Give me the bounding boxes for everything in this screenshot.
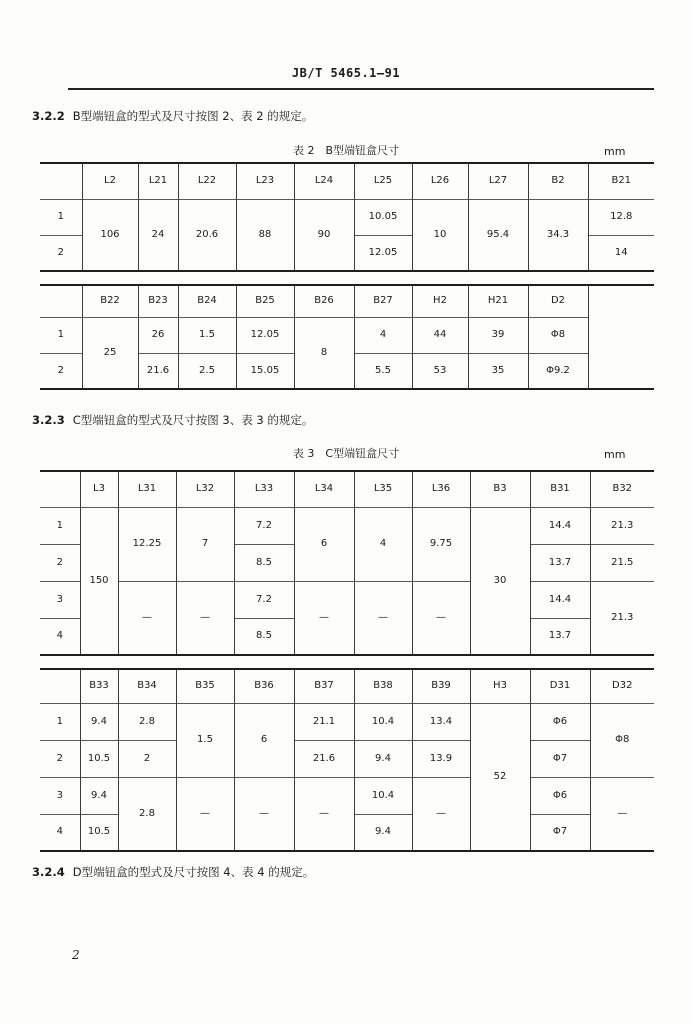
header-cell: B38 [354,669,412,703]
value-cell: — [294,777,354,851]
header-cell: B33 [80,669,118,703]
value-cell: 9.4 [354,814,412,851]
value-cell: 5.5 [354,353,412,389]
table-2-unit: mm [604,145,626,158]
value-cell: — [412,581,470,655]
header-cell: L23 [236,163,294,199]
empty-cell [588,285,654,389]
value-cell: — [176,581,234,655]
value-cell: 106 [82,199,138,271]
value-cell: 1.5 [176,703,234,777]
value-cell: 10.5 [80,814,118,851]
value-cell: 14 [588,235,654,271]
value-cell: Φ6 [530,777,590,814]
header-cell: B34 [118,669,176,703]
header-rule [68,88,654,90]
value-cell: 8.5 [234,618,294,655]
value-cell: Φ7 [530,740,590,777]
value-cell: 12.8 [588,199,654,235]
value-cell: Φ8 [528,317,588,353]
section-text: B型端钮盒的型式及尺寸按图 2、表 2 的规定。 [72,109,314,123]
value-cell: 95.4 [468,199,528,271]
header-cell: B27 [354,285,412,317]
value-cell: — [294,581,354,655]
header-cell: H2 [412,285,468,317]
value-cell: — [234,777,294,851]
section-text: D型端钮盒的型式及尺寸按图 4、表 4 的规定。 [72,865,315,879]
value-cell: 10.4 [354,703,412,740]
header-cell: L3 [80,471,118,507]
value-cell: 1.5 [178,317,236,353]
value-cell: 4 [354,507,412,581]
header-cell: L25 [354,163,412,199]
row-label: 4 [40,618,80,655]
section-number: 3.2.2 [32,109,65,123]
table-2-part-1 [40,162,654,272]
value-cell: 2.8 [118,777,176,851]
header-cell: B26 [294,285,354,317]
header-cell: L26 [412,163,468,199]
value-cell: 26 [138,317,178,353]
header-cell: H3 [470,669,530,703]
header-cell: D31 [530,669,590,703]
table-3-caption: 表 3 C型端钮盒尺寸 [292,447,400,460]
header-cell: B2 [528,163,588,199]
row-label: 1 [40,507,80,544]
value-cell: 7.2 [234,507,294,544]
value-cell: 10 [412,199,468,271]
value-cell: 2.5 [178,353,236,389]
header-cell: L36 [412,471,470,507]
header-cell: L22 [178,163,236,199]
table-3-unit: mm [604,448,626,461]
row-label: 3 [40,777,80,814]
section-3-2-4 [32,864,314,880]
header-cell: L32 [176,471,234,507]
value-cell: 13.7 [530,544,590,581]
value-cell: 15.05 [236,353,294,389]
value-cell: 2.8 [118,703,176,740]
header-cell: B3 [470,471,530,507]
header-cell: B36 [234,669,294,703]
value-cell: 2 [118,740,176,777]
value-cell: 7 [176,507,234,581]
header-cell: B22 [82,285,138,317]
value-cell: 44 [412,317,468,353]
value-cell: 24 [138,199,178,271]
row-label: 2 [40,740,80,777]
value-cell: 12.05 [354,235,412,271]
table-3-part-1 [40,470,654,656]
section-3-2-3 [32,412,313,428]
value-cell: 10.05 [354,199,412,235]
value-cell: 35 [468,353,528,389]
value-cell: 4 [354,317,412,353]
header-cell: B32 [590,471,654,507]
row-label: 1 [40,703,80,740]
value-cell: 10.5 [80,740,118,777]
header-cell: B37 [294,669,354,703]
value-cell: Φ6 [530,703,590,740]
header-cell: B39 [412,669,470,703]
value-cell: 8 [294,317,354,389]
value-cell: — [590,777,654,851]
value-cell: 7.2 [234,581,294,618]
page-number: 2 [72,948,80,962]
value-cell: 34.3 [528,199,588,271]
value-cell: Φ8 [590,703,654,777]
header-cell: B35 [176,669,234,703]
value-cell: — [176,777,234,851]
value-cell: 21.3 [590,507,654,544]
value-cell: 13.4 [412,703,470,740]
section-number: 3.2.3 [32,413,65,427]
value-cell: 12.05 [236,317,294,353]
value-cell: 13.7 [530,618,590,655]
row-label: 1 [40,199,82,235]
header-cell: B31 [530,471,590,507]
header-cell: L35 [354,471,412,507]
header-cell: D2 [528,285,588,317]
value-cell: 53 [412,353,468,389]
row-label: 2 [40,235,82,271]
section-text: C型端钮盒的型式及尺寸按图 3、表 3 的规定。 [72,413,314,427]
table-2-caption: 表 2 B型端钮盒尺寸 [292,144,400,157]
header-cell: B21 [588,163,654,199]
value-cell: 25 [82,317,138,389]
value-cell: 21.3 [590,581,654,655]
header-cell: L27 [468,163,528,199]
value-cell: 6 [234,703,294,777]
value-cell: 14.4 [530,507,590,544]
header-cell [40,471,80,507]
value-cell: 20.6 [178,199,236,271]
header-cell: L2 [82,163,138,199]
row-label: 2 [40,353,82,389]
header-cell [40,163,82,199]
value-cell: Φ7 [530,814,590,851]
header-cell: L31 [118,471,176,507]
table-3-part-2 [40,668,654,852]
value-cell: 9.75 [412,507,470,581]
header-cell [40,669,80,703]
value-cell: 150 [80,507,118,655]
header-cell: L34 [294,471,354,507]
value-cell: 39 [468,317,528,353]
row-label: 2 [40,544,80,581]
header-cell: H21 [468,285,528,317]
value-cell: 9.4 [354,740,412,777]
value-cell: 88 [236,199,294,271]
value-cell: 30 [470,507,530,655]
value-cell: 12.25 [118,507,176,581]
value-cell: — [118,581,176,655]
header-cell: L33 [234,471,294,507]
header-cell [40,285,82,317]
value-cell: 21.1 [294,703,354,740]
header-cell: B24 [178,285,236,317]
value-cell: 9.4 [80,777,118,814]
header-cell: B23 [138,285,178,317]
document-code-header: JB/T 5465.1—91 [291,66,401,80]
header-cell: B25 [236,285,294,317]
value-cell: Φ9.2 [528,353,588,389]
value-cell: 21.6 [294,740,354,777]
row-label: 3 [40,581,80,618]
value-cell: 13.9 [412,740,470,777]
section-number: 3.2.4 [32,865,65,879]
value-cell: 8.5 [234,544,294,581]
header-cell: L21 [138,163,178,199]
value-cell: 10.4 [354,777,412,814]
section-3-2-2 [32,108,313,124]
row-label: 1 [40,317,82,353]
value-cell: 90 [294,199,354,271]
value-cell: 14.4 [530,581,590,618]
value-cell: 6 [294,507,354,581]
value-cell: 9.4 [80,703,118,740]
header-cell: L24 [294,163,354,199]
value-cell: 21.5 [590,544,654,581]
row-label: 4 [40,814,80,851]
table-2-part-2 [40,284,654,390]
value-cell: 52 [470,703,530,851]
value-cell: 21.6 [138,353,178,389]
value-cell: — [412,777,470,851]
value-cell: — [354,581,412,655]
header-cell: D32 [590,669,654,703]
